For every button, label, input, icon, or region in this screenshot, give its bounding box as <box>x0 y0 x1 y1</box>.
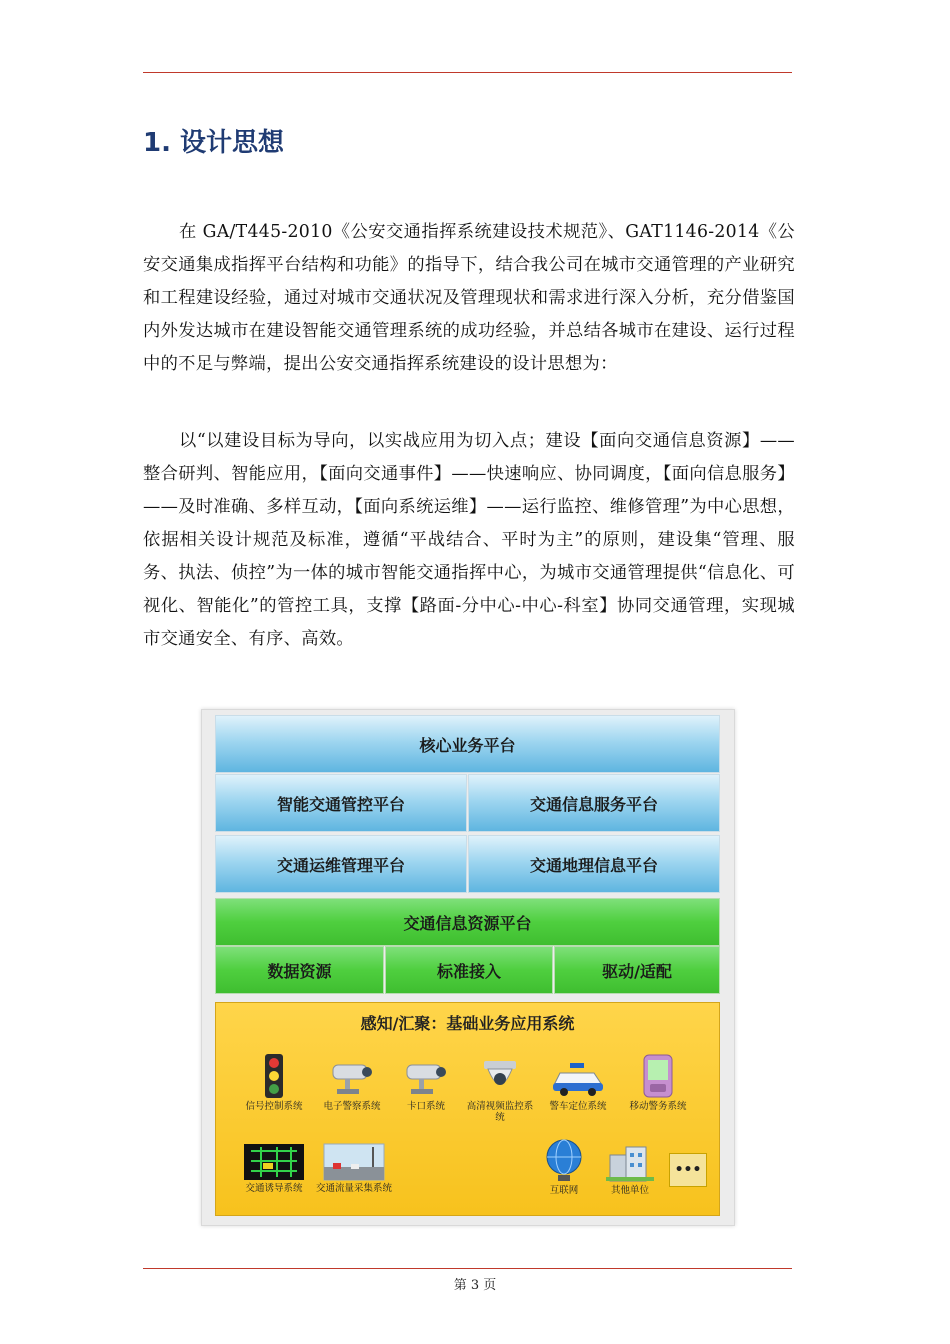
driver-adapt-block: 驱动/适配 <box>554 946 720 994</box>
traffic-info-resource-platform: 交通信息资源平台 <box>215 898 720 946</box>
traffic-ops-management-platform: 交通运维管理平台 <box>215 835 467 893</box>
system-checkpoint: 卡口系统 <box>390 1059 462 1112</box>
system-hd-video: 高清视频监控系统 <box>464 1059 536 1123</box>
road-scene-icon <box>323 1143 385 1181</box>
system-more <box>668 1153 708 1187</box>
standard-access-block: 标准接入 <box>385 946 553 994</box>
system-mobile-police: 移动警务系统 <box>622 1053 694 1112</box>
system-traffic-guidance: 交通诱导系统 <box>234 1143 314 1194</box>
system-flow-collection: 交通流量采集系统 <box>316 1143 392 1194</box>
system-other-units: 其他单位 <box>602 1143 658 1196</box>
footer-rule <box>143 1268 792 1269</box>
core-business-platform: 核心业务平台 <box>215 715 720 773</box>
police-car-icon <box>550 1059 606 1099</box>
globe-icon <box>544 1137 584 1183</box>
base-systems-panel <box>215 1002 720 1216</box>
camera-icon <box>401 1059 451 1099</box>
data-resource-block: 数据资源 <box>215 946 384 994</box>
body-paragraph-2: 以“以建设目标为导向，以实战应用为切入点；建设【面向交通信息资源】——整合研判、智能应用，【面向交通事件】——快速响应、协同调度，【面向信息服务】——及时准确、多样互动，【面向系统运维】——运行监控、维修管理”为中心思想，依据相关设计规范及标准，遵循“平战结合、平时为主”的原则，建设集“管理、服务、执法、侦控”为一体的城市智能交通指挥中心，为城市交通管理提供“信息化、可视化、智能化”的管控工具，支撑【路面-分中心-中心-科室】协同交通管理，实现城市交通安全、有序、高效。 <box>143 431 795 649</box>
guidance-screen-icon <box>243 1143 305 1181</box>
system-police-car-locate: 警车定位系统 <box>542 1059 614 1112</box>
section-heading: 1. 设计思想 <box>143 128 285 158</box>
intelligent-traffic-control-platform: 智能交通管控平台 <box>215 774 467 832</box>
traffic-light-icon <box>261 1053 287 1099</box>
header-rule <box>143 72 792 73</box>
buildings-icon <box>606 1143 654 1183</box>
mobile-device-icon <box>640 1053 676 1099</box>
system-internet: 互联网 <box>536 1137 592 1196</box>
more-icon: ••• <box>669 1153 707 1187</box>
architecture-diagram <box>201 709 735 1226</box>
body-paragraph-1: 在 GA/T445-2010《公安交通指挥系统建设技术规范》、GAT1146-2014《公安交通集成指挥平台结构和功能》的指导下，结合我公司在城市交通管理的产业研究和工程建设经验，通过对城市交通状况及管理现状和需求进行深入分析，充分借鉴国内外发达城市在建设智能交通管理系统的成功经验，并总结各城市在建设、运行过程中的不足与弊端，提出公安交通指挥系统建设的设计思想为： <box>143 222 795 374</box>
dome-camera-icon <box>478 1059 522 1099</box>
base-systems-title: 感知/汇聚：基础业务应用系统 <box>360 1014 575 1033</box>
traffic-gis-platform: 交通地理信息平台 <box>468 835 720 893</box>
traffic-info-service-platform: 交通信息服务平台 <box>468 774 720 832</box>
system-signal-control: 信号控制系统 <box>238 1053 310 1112</box>
camera-icon <box>327 1059 377 1099</box>
system-e-police: 电子警察系统 <box>316 1059 388 1112</box>
page-number: 第 3 页 <box>453 1278 497 1293</box>
